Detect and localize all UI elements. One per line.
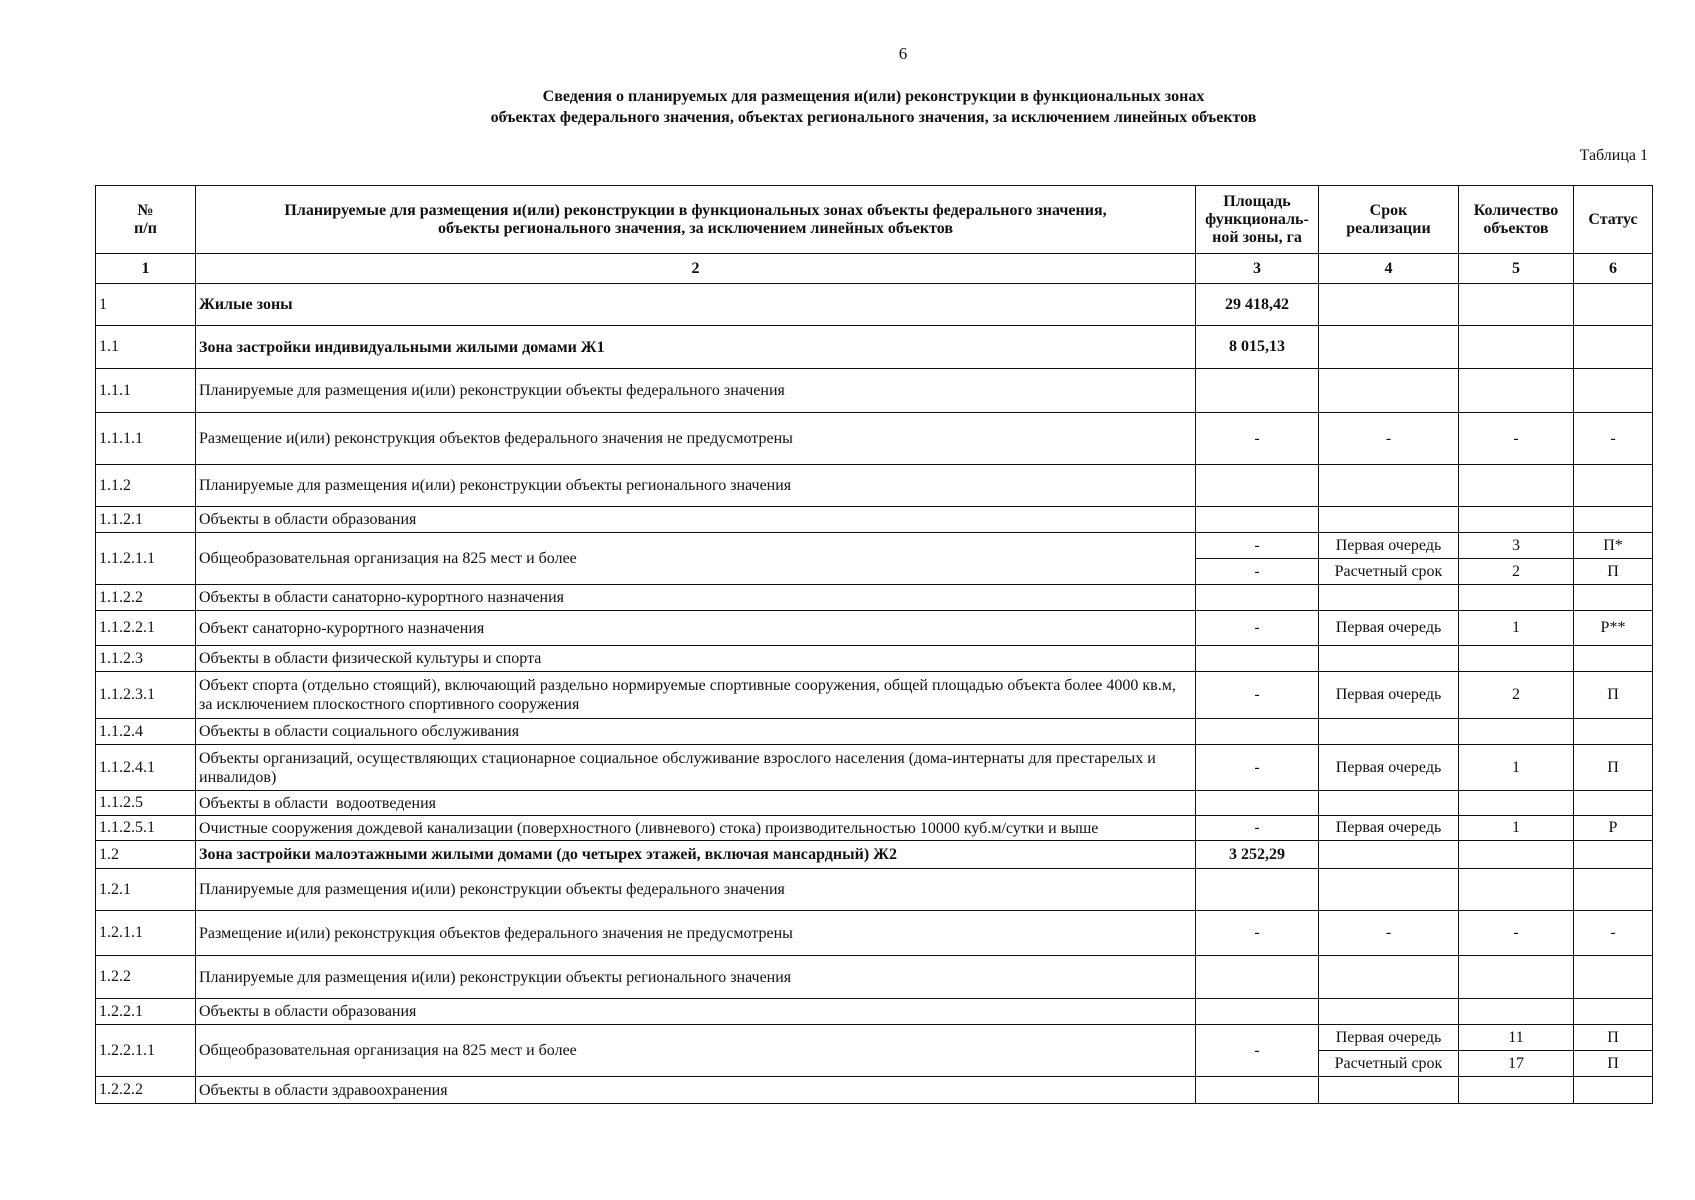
count-cell: 11 xyxy=(1459,1025,1574,1051)
row-number-cell: 1.1.2.2.1 xyxy=(96,611,196,646)
row-name-cell: Планируемые для размещения и(или) реконструкции объекты регионального значения xyxy=(196,465,1196,507)
row-number-cell: 1.1.2.4 xyxy=(96,719,196,745)
table-row xyxy=(96,1025,1653,1051)
row-name-cell: Объекты в области образования xyxy=(196,999,1196,1025)
status-cell: П xyxy=(1574,1025,1653,1051)
row-number-cell: 1.1.2.5 xyxy=(96,791,196,816)
count-cell xyxy=(1459,841,1574,869)
status-cell xyxy=(1574,326,1653,369)
table-row xyxy=(96,533,1653,559)
status-cell xyxy=(1574,791,1653,816)
area-cell: - xyxy=(1196,816,1319,841)
area-cell xyxy=(1196,465,1319,507)
row-number-cell: 1.1.2.5.1 xyxy=(96,816,196,841)
document-title-line: объектах федерального значения, объектах регионального значения, за исключением линейных объектов xyxy=(490,109,1257,126)
row-number-cell: 1.2.1 xyxy=(96,869,196,911)
column-header-area: Площадь функциональ- ной зоны, га xyxy=(1196,186,1319,254)
table-row xyxy=(96,841,1653,869)
table-row xyxy=(96,999,1653,1025)
count-cell xyxy=(1459,719,1574,745)
table-row xyxy=(96,956,1653,999)
count-cell: - xyxy=(1459,413,1574,465)
status-cell: П xyxy=(1574,1051,1653,1077)
column-number: 1 xyxy=(96,254,196,284)
area-cell: - xyxy=(1196,745,1319,791)
document-title xyxy=(95,86,1652,128)
table-row xyxy=(96,507,1653,533)
table-row xyxy=(96,326,1653,369)
column-number: 4 xyxy=(1319,254,1459,284)
term-cell xyxy=(1319,719,1459,745)
status-cell: Р xyxy=(1574,816,1653,841)
status-cell xyxy=(1574,956,1653,999)
term-cell: Первая очередь xyxy=(1319,816,1459,841)
column-header-term: Срок реализации xyxy=(1319,186,1459,254)
table-row xyxy=(96,816,1653,841)
term-cell: Первая очередь xyxy=(1319,611,1459,646)
count-cell xyxy=(1459,791,1574,816)
row-name-cell: Планируемые для размещения и(или) реконструкции объекты федерального значения xyxy=(196,869,1196,911)
count-cell xyxy=(1459,585,1574,611)
count-cell xyxy=(1459,646,1574,672)
count-cell xyxy=(1459,999,1574,1025)
row-number-cell: 1.1.2.2 xyxy=(96,585,196,611)
table-row xyxy=(96,284,1653,326)
row-number-cell: 1.2.2.1.1 xyxy=(96,1025,196,1077)
term-cell: Первая очередь xyxy=(1319,1025,1459,1051)
document-title-line: Сведения о планируемых для размещения и(или) реконструкции в функциональных зонах xyxy=(542,88,1205,105)
count-cell xyxy=(1459,465,1574,507)
term-cell: Первая очередь xyxy=(1319,672,1459,719)
status-cell: П xyxy=(1574,745,1653,791)
status-cell xyxy=(1574,507,1653,533)
term-cell: - xyxy=(1319,911,1459,956)
column-header-objects: Планируемые для размещения и(или) реконструкции в функциональных зонах объекты федерального значения, объекты регионального значения, за исключением линейных объектов xyxy=(196,186,1196,254)
count-cell xyxy=(1459,956,1574,999)
area-cell xyxy=(1196,719,1319,745)
table-row xyxy=(96,413,1653,465)
row-name-cell: Объекты в области социального обслуживания xyxy=(196,719,1196,745)
term-cell xyxy=(1319,791,1459,816)
count-cell xyxy=(1459,869,1574,911)
area-cell: - xyxy=(1196,413,1319,465)
count-cell xyxy=(1459,1077,1574,1104)
column-number: 5 xyxy=(1459,254,1574,284)
area-cell: - xyxy=(1196,672,1319,719)
table-label: Таблица 1 xyxy=(1579,147,1648,164)
area-cell: - xyxy=(1196,911,1319,956)
row-name-cell: Объекты в области здравоохранения xyxy=(196,1077,1196,1104)
term-cell: Первая очередь xyxy=(1319,533,1459,559)
row-number-cell: 1 xyxy=(96,284,196,326)
term-cell xyxy=(1319,585,1459,611)
term-cell xyxy=(1319,869,1459,911)
table-row xyxy=(96,465,1653,507)
status-cell xyxy=(1574,585,1653,611)
row-name-cell: Объекты в области водоотведения xyxy=(196,791,1196,816)
status-cell: Р** xyxy=(1574,611,1653,646)
row-number-cell: 1.1.2.1 xyxy=(96,507,196,533)
row-name-cell: Размещение и(или) реконструкция объектов федерального значения не предусмотрены xyxy=(196,911,1196,956)
row-number-cell: 1.2.2 xyxy=(96,956,196,999)
area-cell: - xyxy=(1196,559,1319,585)
status-cell: П xyxy=(1574,559,1653,585)
row-number-cell: 1.2.1.1 xyxy=(96,911,196,956)
area-cell: 8 015,13 xyxy=(1196,326,1319,369)
row-number-cell: 1.2.2.1 xyxy=(96,999,196,1025)
table-row xyxy=(96,672,1653,719)
area-cell: 29 418,42 xyxy=(1196,284,1319,326)
term-cell xyxy=(1319,956,1459,999)
count-cell: 17 xyxy=(1459,1051,1574,1077)
row-name-cell: Объект санаторно-курортного назначения xyxy=(196,611,1196,646)
count-cell: 2 xyxy=(1459,672,1574,719)
row-number-cell: 1.1 xyxy=(96,326,196,369)
row-name-cell: Объекты в области физической культуры и спорта xyxy=(196,646,1196,672)
area-cell: 3 252,29 xyxy=(1196,841,1319,869)
column-header-count: Количество объектов xyxy=(1459,186,1574,254)
row-name-cell: Объект спорта (отдельно стоящий), включающий раздельно нормируемые спортивные сооружения, общей площадью объекта более 4000 кв.м, за исключением плоскостного спортивного сооружения xyxy=(196,672,1196,719)
planned-facilities-table xyxy=(95,185,1653,1104)
term-cell xyxy=(1319,507,1459,533)
row-name-cell: Объекты в области образования xyxy=(196,507,1196,533)
table-body xyxy=(96,284,1653,1104)
status-cell xyxy=(1574,1077,1653,1104)
term-cell xyxy=(1319,465,1459,507)
row-name-cell: Объекты организаций, осуществляющих стационарное социальное обслуживание взрослого населения (дома-интернаты для престарелых и инвалидов) xyxy=(196,745,1196,791)
term-cell xyxy=(1319,646,1459,672)
row-number-cell: 1.2.2.2 xyxy=(96,1077,196,1104)
column-number: 3 xyxy=(1196,254,1319,284)
row-name-cell: Планируемые для размещения и(или) реконструкции объекты федерального значения xyxy=(196,369,1196,413)
row-name-cell: Зона застройки малоэтажными жилыми домами (до четырех этажей, включая мансардный) Ж2 xyxy=(196,841,1196,869)
status-cell xyxy=(1574,999,1653,1025)
count-cell: 2 xyxy=(1459,559,1574,585)
table-header-row xyxy=(96,186,1653,254)
status-cell xyxy=(1574,284,1653,326)
table-row xyxy=(96,611,1653,646)
table-row xyxy=(96,1077,1653,1104)
table-row xyxy=(96,911,1653,956)
row-number-cell: 1.1.2.3.1 xyxy=(96,672,196,719)
area-cell xyxy=(1196,791,1319,816)
area-cell: - xyxy=(1196,611,1319,646)
status-cell xyxy=(1574,869,1653,911)
term-cell: Расчетный срок xyxy=(1319,1051,1459,1077)
row-name-cell: Планируемые для размещения и(или) реконструкции объекты регионального значения xyxy=(196,956,1196,999)
term-cell xyxy=(1319,1077,1459,1104)
table-row xyxy=(96,585,1653,611)
table-row xyxy=(96,745,1653,791)
count-cell: 1 xyxy=(1459,745,1574,791)
count-cell: 3 xyxy=(1459,533,1574,559)
status-cell xyxy=(1574,646,1653,672)
area-cell xyxy=(1196,869,1319,911)
term-cell xyxy=(1319,369,1459,413)
row-name-cell: Очистные сооружения дождевой канализации (поверхностного (ливневого) стока) производительностью 10000 куб.м/сутки и выше xyxy=(196,816,1196,841)
status-cell xyxy=(1574,465,1653,507)
area-cell xyxy=(1196,1077,1319,1104)
column-number-row xyxy=(96,254,1653,284)
term-cell xyxy=(1319,326,1459,369)
count-cell xyxy=(1459,507,1574,533)
count-cell xyxy=(1459,284,1574,326)
row-name-cell: Объекты в области санаторно-курортного назначения xyxy=(196,585,1196,611)
row-name-cell: Размещение и(или) реконструкция объектов федерального значения не предусмотрены xyxy=(196,413,1196,465)
term-cell: Первая очередь xyxy=(1319,745,1459,791)
count-cell: 1 xyxy=(1459,611,1574,646)
column-number: 2 xyxy=(196,254,1196,284)
table-row xyxy=(96,791,1653,816)
area-cell xyxy=(1196,507,1319,533)
area-cell xyxy=(1196,369,1319,413)
status-cell: П* xyxy=(1574,533,1653,559)
table-row xyxy=(96,869,1653,911)
status-cell xyxy=(1574,719,1653,745)
row-name-cell: Общеобразовательная организация на 825 мест и более xyxy=(196,1025,1196,1077)
row-number-cell: 1.1.2.3 xyxy=(96,646,196,672)
row-number-cell: 1.1.1.1 xyxy=(96,413,196,465)
row-name-cell: Зона застройки индивидуальными жилыми домами Ж1 xyxy=(196,326,1196,369)
row-number-cell: 1.1.2.1.1 xyxy=(96,533,196,585)
row-number-cell: 1.1.2.4.1 xyxy=(96,745,196,791)
count-cell xyxy=(1459,369,1574,413)
page-number: 6 xyxy=(898,44,908,63)
status-cell xyxy=(1574,841,1653,869)
row-name-cell: Жилые зоны xyxy=(196,284,1196,326)
area-cell xyxy=(1196,999,1319,1025)
row-number-cell: 1.1.1 xyxy=(96,369,196,413)
term-cell xyxy=(1319,284,1459,326)
row-number-cell: 1.1.2 xyxy=(96,465,196,507)
area-cell: - xyxy=(1196,1025,1319,1077)
status-cell: - xyxy=(1574,911,1653,956)
row-name-cell: Общеобразовательная организация на 825 мест и более xyxy=(196,533,1196,585)
table-row xyxy=(96,369,1653,413)
column-header-status: Статус xyxy=(1574,186,1653,254)
status-cell: П xyxy=(1574,672,1653,719)
area-cell xyxy=(1196,585,1319,611)
count-cell: 1 xyxy=(1459,816,1574,841)
column-header-number: № п/п xyxy=(96,186,196,254)
column-number: 6 xyxy=(1574,254,1653,284)
status-cell xyxy=(1574,369,1653,413)
term-cell xyxy=(1319,841,1459,869)
table-row xyxy=(96,719,1653,745)
area-cell xyxy=(1196,956,1319,999)
term-cell xyxy=(1319,999,1459,1025)
table-row xyxy=(96,646,1653,672)
area-cell: - xyxy=(1196,533,1319,559)
term-cell: - xyxy=(1319,413,1459,465)
area-cell xyxy=(1196,646,1319,672)
row-number-cell: 1.2 xyxy=(96,841,196,869)
count-cell: - xyxy=(1459,911,1574,956)
term-cell: Расчетный срок xyxy=(1319,559,1459,585)
count-cell xyxy=(1459,326,1574,369)
status-cell: - xyxy=(1574,413,1653,465)
